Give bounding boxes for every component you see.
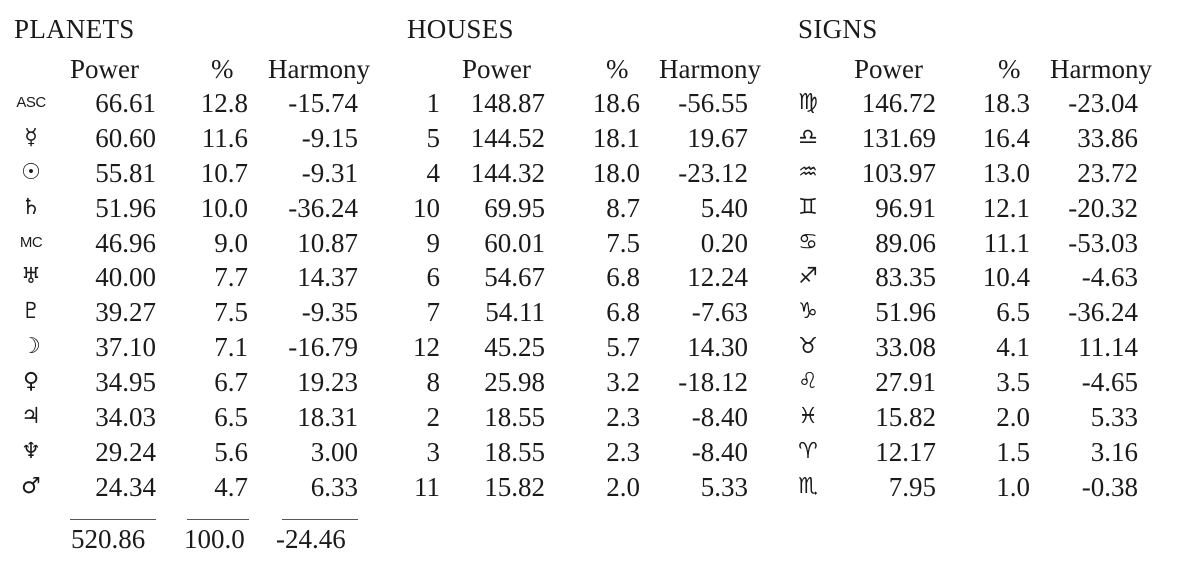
houses-power-header: Power bbox=[462, 54, 531, 84]
planet-harmony: -15.74 bbox=[288, 88, 358, 118]
planet-percent: 7.7 bbox=[214, 262, 248, 293]
sign-percent: 3.5 bbox=[996, 367, 1030, 398]
planet-percent: 7.1 bbox=[214, 332, 248, 363]
planet-harmony: 14.37 bbox=[297, 262, 358, 293]
planet-power: 40.00 bbox=[95, 262, 156, 293]
data-table bbox=[0, 86, 1200, 505]
house-percent: 3.2 bbox=[606, 367, 640, 398]
planets-percent-total: 100.0 bbox=[184, 524, 245, 554]
planet-percent: 12.8 bbox=[200, 88, 248, 118]
planet-symbol-icon: ☿ bbox=[24, 124, 38, 150]
house-number: 9 bbox=[426, 227, 440, 258]
sign-power: 131.69 bbox=[861, 122, 936, 153]
sign-symbol-icon: ♌ bbox=[798, 369, 818, 395]
sign-harmony: -4.63 bbox=[1081, 262, 1138, 293]
planet-power: 29.24 bbox=[95, 436, 156, 467]
planet-percent: 6.5 bbox=[214, 402, 248, 433]
planets-harmony-header: Harmony bbox=[268, 54, 370, 84]
house-harmony: 5.33 bbox=[700, 471, 748, 502]
house-percent: 8.7 bbox=[606, 192, 640, 223]
planet-percent: 10.7 bbox=[200, 157, 248, 188]
house-harmony: 0.20 bbox=[700, 227, 748, 258]
house-power: 18.55 bbox=[484, 402, 545, 433]
planet-power: 37.10 bbox=[95, 332, 156, 363]
house-power: 144.52 bbox=[470, 122, 545, 153]
table-row bbox=[0, 330, 1200, 365]
planet-harmony: 18.31 bbox=[297, 402, 358, 433]
planet-percent: 9.0 bbox=[214, 227, 248, 258]
table-row bbox=[0, 470, 1200, 505]
sign-percent: 6.5 bbox=[996, 297, 1030, 328]
sign-symbol-icon: ♋ bbox=[798, 229, 818, 255]
planet-power: 51.96 bbox=[95, 192, 156, 223]
house-power: 54.67 bbox=[484, 262, 545, 293]
table-row bbox=[0, 295, 1200, 330]
sign-harmony: 5.33 bbox=[1090, 402, 1138, 433]
house-number: 10 bbox=[413, 192, 440, 223]
table-row bbox=[0, 365, 1200, 400]
house-power: 144.32 bbox=[470, 157, 545, 188]
house-percent: 18.6 bbox=[592, 88, 640, 118]
planet-symbol-icon: ♃ bbox=[21, 404, 41, 430]
house-percent: 2.0 bbox=[606, 471, 640, 502]
house-harmony: 14.30 bbox=[687, 332, 748, 363]
sign-power: 146.72 bbox=[861, 88, 936, 118]
sign-harmony: -36.24 bbox=[1068, 297, 1138, 328]
sign-power: 96.91 bbox=[875, 192, 936, 223]
planet-percent: 4.7 bbox=[214, 471, 248, 502]
planet-harmony: -9.35 bbox=[301, 297, 358, 328]
house-percent: 2.3 bbox=[606, 402, 640, 433]
sign-percent: 12.1 bbox=[982, 192, 1030, 223]
sign-symbol-icon: ♑ bbox=[798, 299, 818, 325]
planets-power-header: Power bbox=[70, 54, 139, 84]
sign-power: 89.06 bbox=[875, 227, 936, 258]
sign-harmony: -20.32 bbox=[1068, 192, 1138, 223]
percent-total-rule bbox=[187, 519, 249, 520]
planet-percent: 10.0 bbox=[200, 192, 248, 223]
house-percent: 5.7 bbox=[606, 332, 640, 363]
sign-percent: 4.1 bbox=[996, 332, 1030, 363]
planet-symbol-icon: ♅ bbox=[21, 264, 41, 290]
house-harmony: -23.12 bbox=[678, 157, 748, 188]
house-power: 54.11 bbox=[485, 297, 545, 328]
house-number: 8 bbox=[426, 367, 440, 398]
planet-power: 66.61 bbox=[95, 88, 156, 118]
planet-harmony: 19.23 bbox=[297, 367, 358, 398]
signs-section-title: SIGNS bbox=[798, 14, 878, 44]
planet-power: 46.96 bbox=[95, 227, 156, 258]
sign-power: 51.96 bbox=[875, 297, 936, 328]
sign-symbol-icon: ♓ bbox=[798, 404, 818, 430]
table-row bbox=[0, 400, 1200, 435]
planet-percent: 6.7 bbox=[214, 367, 248, 398]
sign-percent: 10.4 bbox=[982, 262, 1030, 293]
signs-percent-header: % bbox=[998, 54, 1021, 84]
table-row bbox=[0, 191, 1200, 226]
sign-power: 12.17 bbox=[875, 436, 936, 467]
planets-section-title: PLANETS bbox=[14, 14, 135, 44]
planet-symbol-icon: ♀ bbox=[22, 369, 40, 395]
harmony-total-rule bbox=[282, 519, 358, 520]
planet-percent: 7.5 bbox=[214, 297, 248, 328]
house-number: 11 bbox=[414, 471, 440, 502]
sign-percent: 13.0 bbox=[982, 157, 1030, 188]
sign-harmony: 11.14 bbox=[1078, 332, 1138, 363]
table-row bbox=[0, 156, 1200, 191]
sign-symbol-icon: ♎ bbox=[798, 124, 818, 150]
signs-power-header: Power bbox=[854, 54, 923, 84]
planet-power: 34.95 bbox=[95, 367, 156, 398]
sign-symbol-icon: ♈ bbox=[798, 438, 818, 464]
sign-percent: 11.1 bbox=[983, 227, 1030, 258]
sign-power: 15.82 bbox=[875, 402, 936, 433]
house-percent: 6.8 bbox=[606, 262, 640, 293]
sign-harmony: 33.86 bbox=[1077, 122, 1138, 153]
house-power: 60.01 bbox=[484, 227, 545, 258]
planets-harmony-total: -24.46 bbox=[276, 524, 346, 554]
sign-symbol-icon: ♒ bbox=[798, 159, 818, 185]
sign-power: 83.35 bbox=[875, 262, 936, 293]
house-percent: 6.8 bbox=[606, 297, 640, 328]
house-harmony: -8.40 bbox=[691, 436, 748, 467]
planets-power-total: 520.86 bbox=[71, 524, 146, 554]
house-number: 5 bbox=[426, 122, 440, 153]
house-harmony: -7.63 bbox=[691, 297, 748, 328]
sign-percent: 2.0 bbox=[996, 402, 1030, 433]
house-harmony: 19.67 bbox=[687, 122, 748, 153]
house-number: 7 bbox=[426, 297, 440, 328]
house-harmony: 12.24 bbox=[687, 262, 748, 293]
sign-percent: 16.4 bbox=[982, 122, 1030, 153]
house-number: 3 bbox=[426, 436, 440, 467]
sign-harmony: -0.38 bbox=[1081, 471, 1138, 502]
sign-percent: 1.0 bbox=[996, 471, 1030, 502]
sign-symbol-icon: ♍ bbox=[798, 90, 818, 115]
house-harmony: -18.12 bbox=[678, 367, 748, 398]
house-harmony: -56.55 bbox=[678, 88, 748, 118]
planet-harmony: 3.00 bbox=[310, 436, 358, 467]
sign-percent: 1.5 bbox=[996, 436, 1030, 467]
planet-power: 60.60 bbox=[95, 122, 156, 153]
planet-percent: 5.6 bbox=[214, 436, 248, 467]
house-percent: 18.0 bbox=[592, 157, 640, 188]
table-row bbox=[0, 121, 1200, 156]
house-number: 4 bbox=[426, 157, 440, 188]
planet-percent: 11.6 bbox=[201, 122, 248, 153]
sign-symbol-icon: ♊ bbox=[798, 194, 818, 220]
signs-harmony-header: Harmony bbox=[1050, 54, 1152, 84]
houses-percent-header: % bbox=[606, 54, 629, 84]
table-row bbox=[0, 226, 1200, 261]
planet-power: 34.03 bbox=[95, 402, 156, 433]
planet-harmony: 10.87 bbox=[297, 227, 358, 258]
houses-harmony-header: Harmony bbox=[659, 54, 761, 84]
sign-harmony: -53.03 bbox=[1068, 227, 1138, 258]
planet-symbol-icon: ASC bbox=[16, 94, 46, 111]
planet-symbol-icon: ☉ bbox=[21, 159, 41, 185]
house-power: 18.55 bbox=[484, 436, 545, 467]
planet-harmony: -9.31 bbox=[301, 157, 358, 188]
planet-harmony: -36.24 bbox=[288, 192, 358, 223]
power-total-rule bbox=[70, 519, 156, 520]
house-power: 69.95 bbox=[484, 192, 545, 223]
house-number: 1 bbox=[426, 88, 440, 118]
house-number: 2 bbox=[426, 402, 440, 433]
table-row bbox=[0, 86, 1200, 121]
sign-harmony: 23.72 bbox=[1077, 157, 1138, 188]
planet-harmony: 6.33 bbox=[310, 471, 358, 502]
house-power: 148.87 bbox=[470, 88, 545, 118]
planet-symbol-icon: ♇ bbox=[21, 299, 41, 325]
houses-section-title: HOUSES bbox=[407, 14, 514, 44]
planet-symbol-icon: ♄ bbox=[21, 194, 41, 220]
house-percent: 7.5 bbox=[606, 227, 640, 258]
planet-symbol-icon: ♂ bbox=[21, 473, 41, 499]
sign-percent: 18.3 bbox=[982, 88, 1030, 118]
planet-harmony: -16.79 bbox=[288, 332, 358, 363]
house-percent: 2.3 bbox=[606, 436, 640, 467]
planet-power: 55.81 bbox=[95, 157, 156, 188]
sign-symbol-icon: ♉ bbox=[798, 334, 818, 360]
house-percent: 18.1 bbox=[592, 122, 640, 153]
planet-symbol-icon: MC bbox=[19, 233, 43, 251]
sign-harmony: -4.65 bbox=[1081, 367, 1138, 398]
sign-symbol-icon: ♐ bbox=[798, 264, 818, 290]
planet-harmony: -9.15 bbox=[301, 122, 358, 153]
planet-power: 39.27 bbox=[95, 297, 156, 328]
house-number: 6 bbox=[426, 262, 440, 293]
house-power: 15.82 bbox=[484, 471, 545, 502]
house-harmony: 5.40 bbox=[700, 192, 748, 223]
sign-power: 33.08 bbox=[875, 332, 936, 363]
house-power: 45.25 bbox=[484, 332, 545, 363]
sign-power: 103.97 bbox=[861, 157, 936, 188]
sign-harmony: 3.16 bbox=[1090, 436, 1138, 467]
planet-symbol-icon: ♆ bbox=[21, 438, 41, 464]
table-row bbox=[0, 435, 1200, 470]
house-power: 25.98 bbox=[484, 367, 545, 398]
sign-harmony: -23.04 bbox=[1068, 88, 1138, 118]
planets-percent-header: % bbox=[211, 54, 234, 84]
planet-power: 24.34 bbox=[95, 471, 156, 502]
house-number: 12 bbox=[413, 332, 440, 363]
sign-power: 27.91 bbox=[875, 367, 936, 398]
sign-symbol-icon: ♏ bbox=[798, 473, 818, 499]
sign-power: 7.95 bbox=[888, 471, 936, 502]
table-row bbox=[0, 260, 1200, 295]
house-harmony: -8.40 bbox=[691, 402, 748, 433]
planet-symbol-icon: ☽ bbox=[21, 334, 41, 360]
